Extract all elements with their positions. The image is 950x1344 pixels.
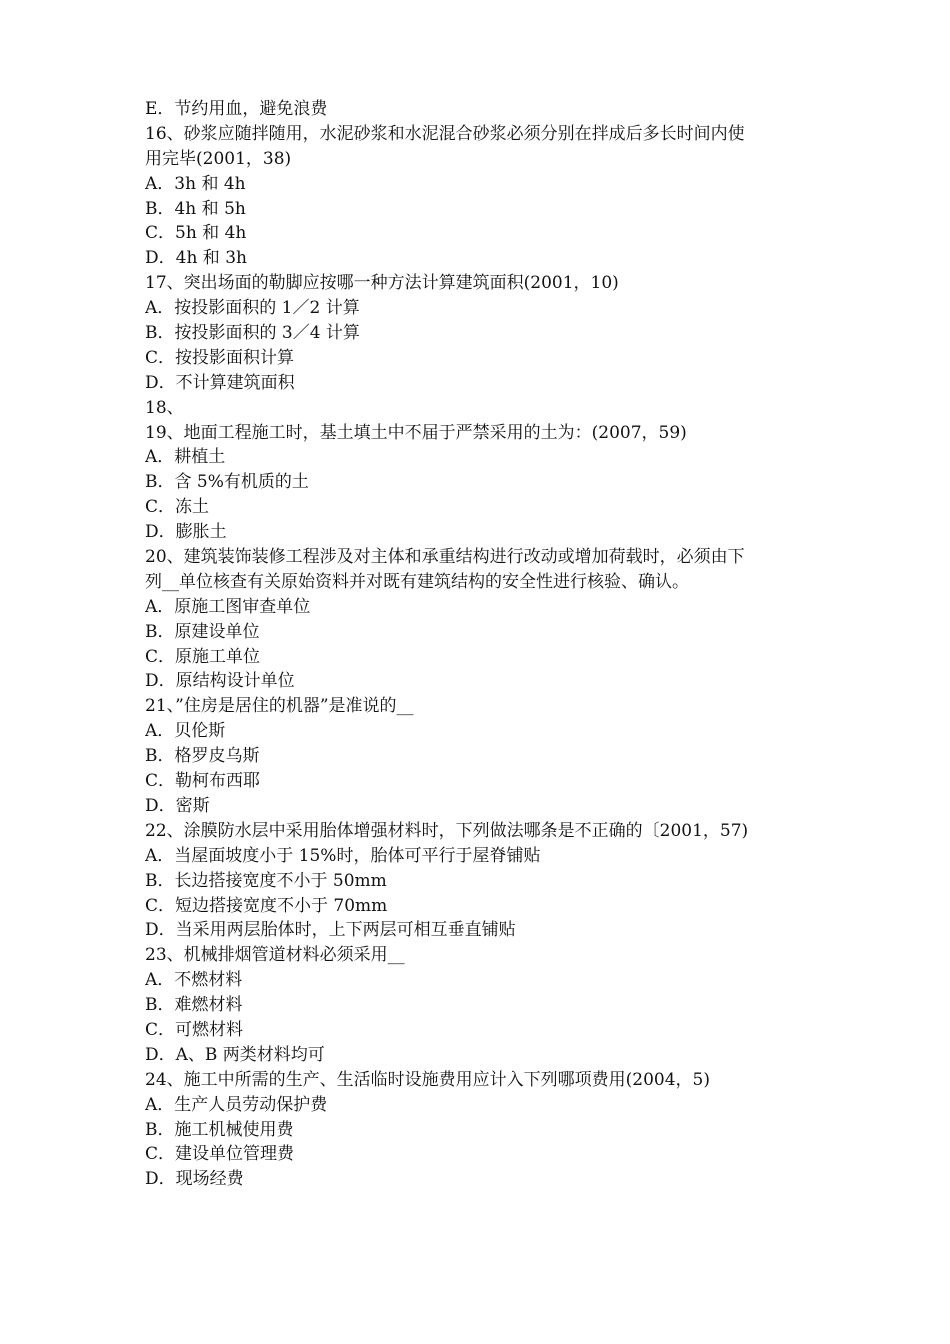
text-line: 20、建筑装饰装修工程涉及对主体和承重结构进行改动或增加荷载时，必须由下 [145,547,745,568]
text-line: D．原结构设计单位 [145,671,295,692]
text-line: C．冻土 [145,497,210,518]
text-line: B．原建设单位 [145,621,260,642]
text-line: A．3h 和 4h [145,173,246,194]
text-line: A．贝伦斯 [145,721,226,742]
text-line: B．4h 和 5h [145,198,246,219]
text-line: D．现场经费 [145,1169,244,1190]
text-line: 19、地面工程施工时，基土填土中不届于严禁采用的土为：(2007，59) [145,422,687,443]
text-line: 列__单位核查有关原始资料并对既有建筑结构的安全性进行核验、确认。 [145,571,689,592]
text-line: 16、砂浆应随拌随用，水泥砂浆和水泥混合砂浆必须分别在拌成后多长时间内使 [145,123,745,144]
text-line: C．原施工单位 [145,646,261,667]
text-line: B．难燃材料 [145,995,243,1016]
text-line: E．节约用血，避免浪费 [145,99,328,119]
text-line: 用完毕(2001，38) [145,148,292,169]
text-line: A．原施工图审查单位 [145,596,311,617]
text-line: C．5h 和 4h [145,223,247,244]
text-line: 23、机械排烟管道材料必须采用__ [145,945,405,966]
text-line: C．勒柯布西耶 [145,771,261,792]
text-line: A．耕植土 [145,447,226,468]
text-line: D．当采用两层胎体时，上下两层可相互垂直铺贴 [145,920,516,941]
text-line: B．格罗皮乌斯 [145,746,260,767]
text-line: C．建设单位管理费 [145,1144,295,1165]
text-line: C．短边搭接宽度不小于 70mm [145,895,388,916]
text-line: B．长边搭接宽度不小于 50mm [145,870,387,891]
text-line: A．不燃材料 [145,970,243,991]
text-line: B．施工机械使用费 [145,1119,294,1140]
text-line: 24、施工中所需的生产、生活临时设施费用应计入下列哪项费用(2004，5) [145,1069,710,1090]
text-line: D．A、B 两类材料均可 [145,1044,325,1065]
text-line: D．不计算建筑面积 [145,372,295,393]
text-line: D．4h 和 3h [145,248,247,269]
text-line: D．膨胀土 [145,522,227,543]
text-line: A．生产人员劳动保护费 [145,1094,328,1115]
text-line: 22、涂膜防水层中采用胎体增强材料时，下列做法哪条是不正确的〔2001，57) [145,820,749,841]
text-line: 18、 [145,397,184,418]
text-line: C．可燃材料 [145,1019,244,1040]
text-line: A．当屋面坡度小于 15%时，胎体可平行于屋脊铺贴 [145,845,541,866]
text-line: C．按投影面积计算 [145,347,295,368]
text-line: 21、”住房是居住的机器”是准说的__ [145,696,414,717]
text-line: 17、突出场面的勒脚应按哪一种方法计算建筑面积(2001，10) [145,273,619,294]
text-line: B．含 5%有机质的土 [145,472,309,493]
text-line: B．按投影面积的 3／4 计算 [145,323,360,344]
question-text-block [145,97,817,1192]
text-line: D．密斯 [145,795,210,816]
text-line: A．按投影面积的 1／2 计算 [145,298,360,319]
